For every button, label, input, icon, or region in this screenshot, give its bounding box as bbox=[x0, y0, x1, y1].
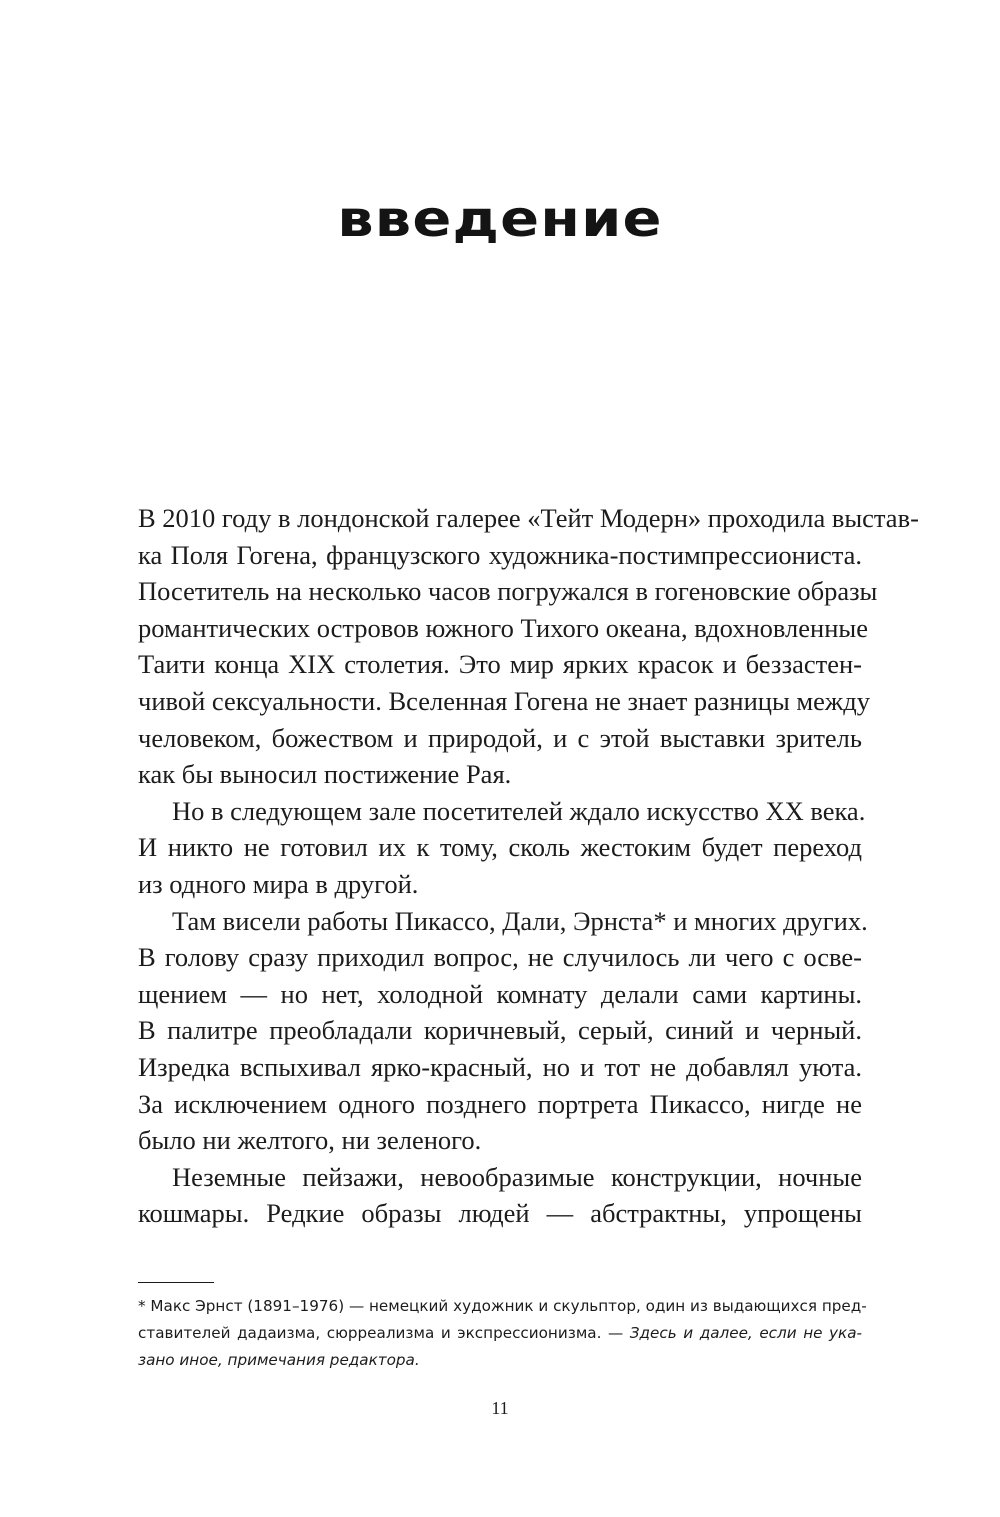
text-line: В голову сразу приходил вопрос, не случилось ли чего с осве- bbox=[138, 942, 862, 973]
text-line: щением — но нет, холодной комнату делали сами картины. bbox=[138, 978, 862, 1009]
footnote-line: * Макс Эрнст (1891–1976) — немецкий художник и скульптор, один из выдающихся пред- bbox=[138, 1297, 867, 1315]
text-line: Там висели работы Пикассо, Дали, Эрнста* и многих других. bbox=[172, 905, 868, 936]
text-line: было ни желтого, ни зеленого. bbox=[138, 1125, 482, 1156]
chapter-title: введение bbox=[337, 190, 663, 248]
text-line: романтических островов южного Тихого океана, вдохновленные bbox=[138, 612, 868, 643]
page-number: 11 bbox=[491, 1398, 509, 1418]
text-line: Таити конца XIX столетия. Это мир ярких красок и беззастен- bbox=[138, 649, 862, 680]
footnote-editor-note: зано иное, примечания редактора. bbox=[138, 1351, 420, 1369]
text-line: В 2010 году в лондонской галерее «Тейт Модерн» проходила выстав- bbox=[138, 503, 919, 533]
footnote-divider bbox=[138, 1282, 214, 1283]
text-line: из одного мира в другой. bbox=[138, 868, 419, 899]
text-line: И никто не готовил их к тому, сколь жестоким будет переход bbox=[138, 832, 862, 863]
text-line: Изредка вспыхивал ярко-красный, но и тот не добавлял уюта. bbox=[138, 1051, 862, 1082]
text-line: Но в следующем зале посетителей ждало искусство XX века. bbox=[172, 795, 866, 826]
text-line: человеком, божеством и природой, и с этой выставки зритель bbox=[138, 722, 862, 753]
text-line: чивой сексуальности. Вселенная Гогена не знает разницы между bbox=[138, 685, 870, 716]
footnote bbox=[138, 1293, 867, 1374]
text-line: как бы выносил постижение Рая. bbox=[138, 759, 512, 790]
text-line: Неземные пейзажи, невообразимые конструкции, ночные bbox=[172, 1161, 862, 1192]
text-line: В палитре преобладали коричневый, серый, синий и черный. bbox=[138, 1015, 862, 1046]
footnote-text: ставителей дадаизма, сюрреализма и экспрессионизма. — bbox=[138, 1324, 630, 1342]
footnote-line bbox=[138, 1320, 862, 1347]
footnote-editor-note: Здесь и далее, если не ука- bbox=[629, 1324, 863, 1342]
text-line: кошмары. Редкие образы людей — абстрактны, упрощены bbox=[138, 1198, 862, 1229]
text-line: ка Поля Гогена, французского художника-постимпрессиониста. bbox=[138, 539, 862, 570]
body-text bbox=[138, 500, 919, 1232]
text-line: За исключением одного позднего портрета Пикассо, нигде не bbox=[138, 1088, 862, 1119]
text-line: Посетитель на несколько часов погружался в гогеновские образы bbox=[138, 576, 878, 607]
